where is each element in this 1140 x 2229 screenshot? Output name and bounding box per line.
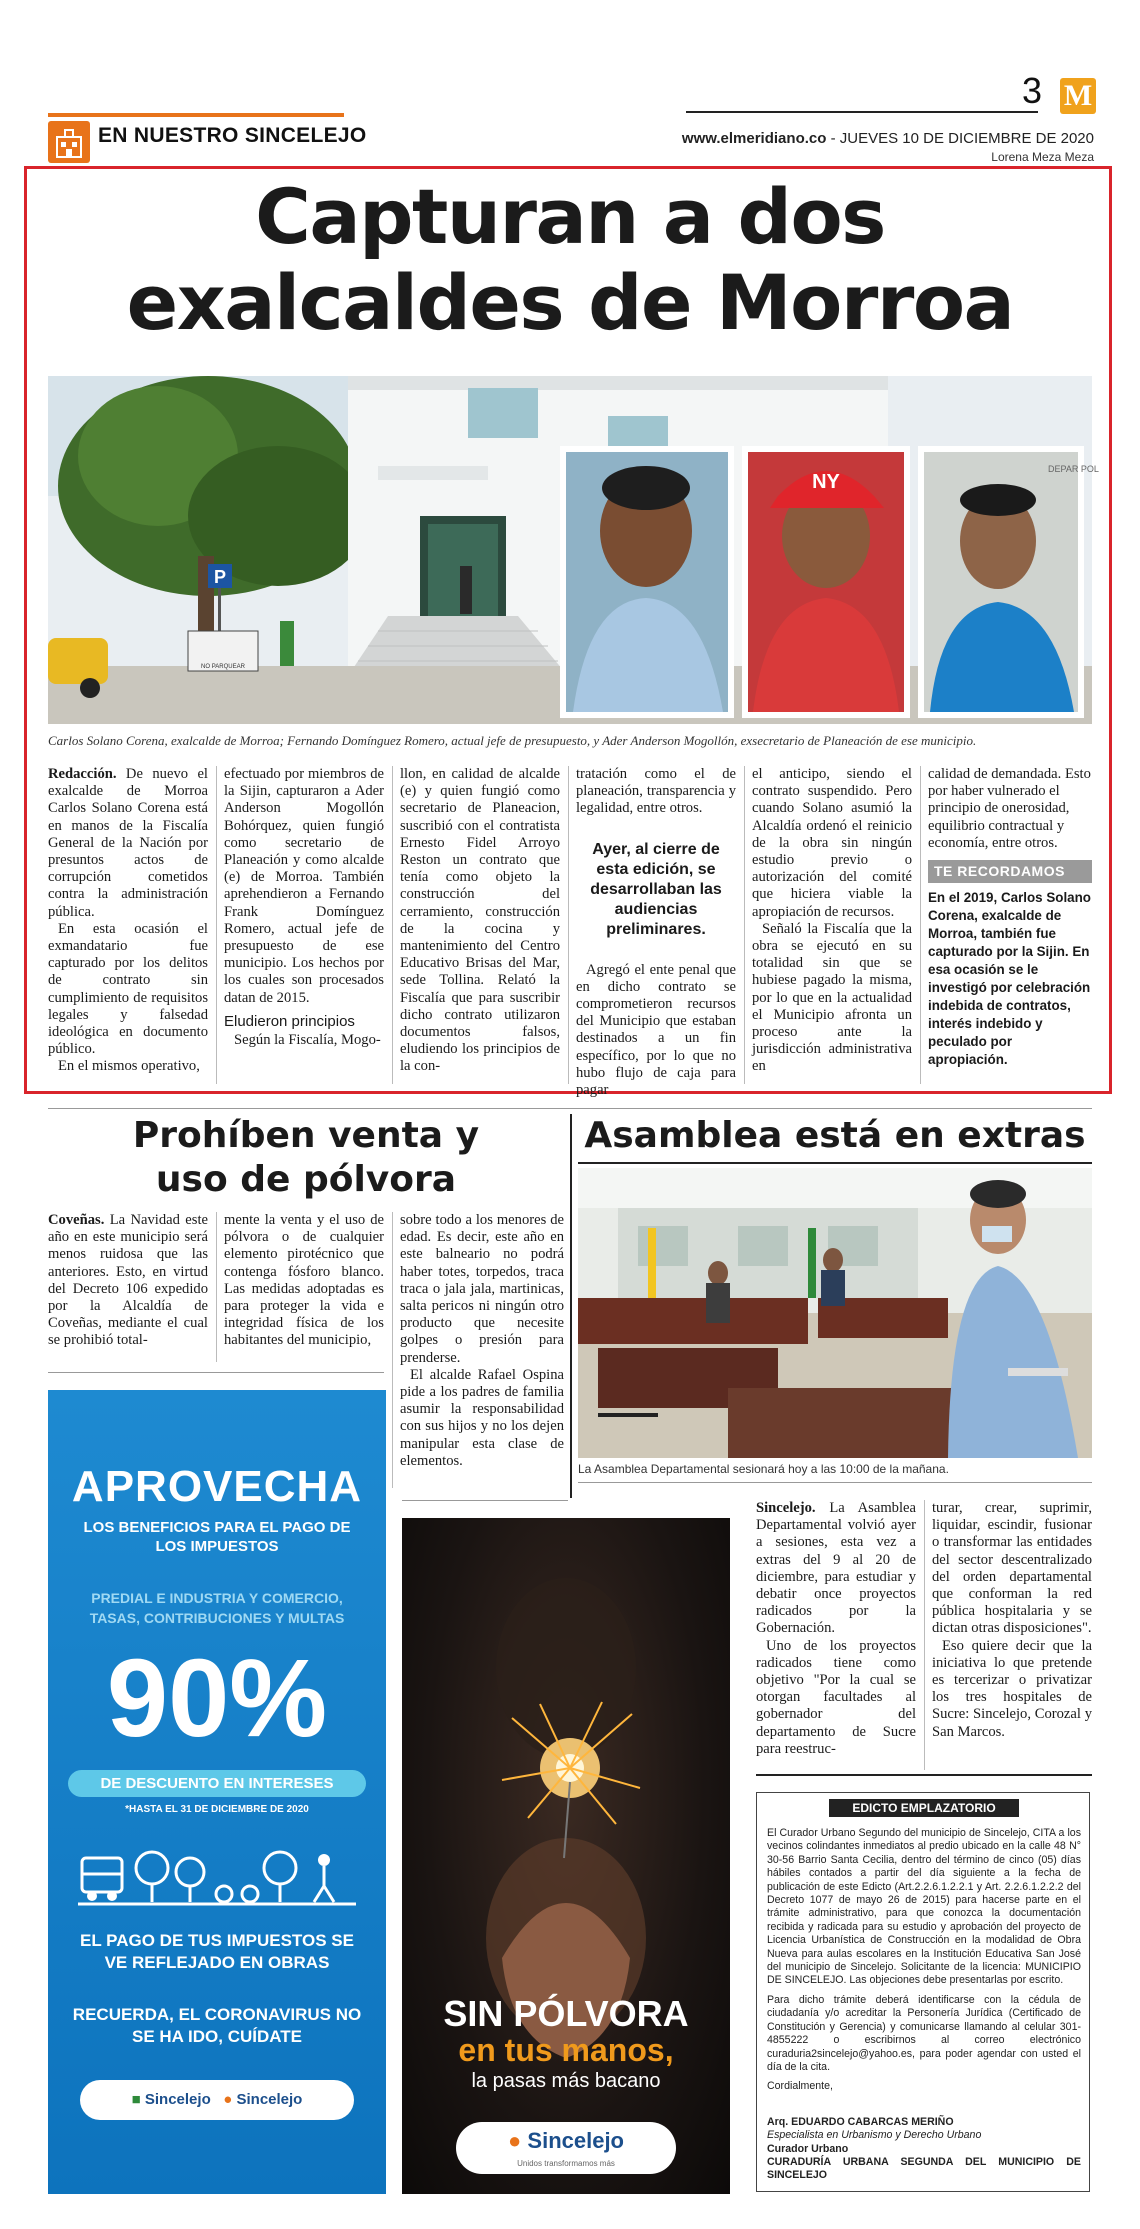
- edicto-sign-role-2: Curador Urbano: [767, 2142, 849, 2155]
- polvora-col-3: [400, 1212, 564, 1470]
- polvora-col-3-para-2: El alcalde Rafael Ospina pide a los padres de familia asumir la responsabilidad con sus hijos y no los dejen manipular esta clase de elementos.: [400, 1366, 564, 1469]
- asamblea-rule: [578, 1162, 1092, 1164]
- ad-subtitle: LOS BENEFICIOS PARA EL PAGO DE LOS IMPUESTOS: [83, 1519, 351, 1555]
- column-rule: [570, 1114, 572, 1498]
- section-divider: [48, 1108, 1092, 1109]
- edicto-sign-name: Arq. EDUARDO CABARCAS MERIÑO: [767, 2115, 954, 2128]
- edicto-top-rule: [756, 1774, 1092, 1776]
- svg-text:NY: NY: [812, 471, 840, 493]
- dateline: [668, 130, 1094, 147]
- column-rule: [920, 766, 921, 1084]
- main-col-5: [752, 766, 912, 1076]
- ad-logo-2: Sincelejo: [236, 2091, 303, 2108]
- main-col-6-para-1: calidad de demandada. Esto por haber vulnerado el principio de onerosidad, equilibrio contractual y economía, entre otros.: [928, 766, 1091, 851]
- main-photo-caption: Carlos Solano Corena, exalcalde de Morroa; Fernando Domínguez Romero, actual jefe de presupuesto, y Ader Anderson Mogollón, exsecretario de Planeación de ese municipio.: [48, 733, 977, 748]
- edicto-box: [756, 1792, 1090, 2192]
- main-photo: [48, 376, 1099, 724]
- pull-quote: Ayer, al cierre de esta edición, se desarrollaban las audiencias preliminares.: [590, 840, 722, 938]
- main-col-2: [224, 766, 384, 1049]
- ad-reminder: RECUERDA, EL CORONAVIRUS NO SE HA IDO, CUÍDATE: [72, 2005, 362, 2046]
- polvora-divider: [48, 1372, 384, 1373]
- main-col-4-para-1: tratación como el de planeación, transparencia y legalidad, entre otros.: [576, 766, 736, 817]
- main-col-6: [928, 766, 1092, 1069]
- main-col-5-para-1: el anticipo, siendo el contrato suspendido. Pero cuando Solano asumió la Alcaldía ordenó el reinicio de la obra sin ningún estudio previo o autorización del comité que hiciera viable la apropiación de recursos.: [752, 766, 912, 920]
- website-link[interactable]: www.elmeridiano.co: [681, 130, 827, 147]
- te-recordamos-text: En el 2019, Carlos Solano Corena, exalcalde de Morroa, también fue capturado por la Sijin. En esa ocasión se le investigó por celebración indebida de contratos, interés indebido y peculado por apropiación.: [928, 890, 1091, 1068]
- polvora-headline: [48, 1114, 564, 1202]
- polvora-headline-line2: uso de pólvora: [155, 1159, 457, 1200]
- column-rule: [216, 766, 217, 1084]
- ad-deadline: *HASTA EL 31 DE DICIEMBRE DE 2020: [125, 1804, 309, 1815]
- main-col-4: [576, 766, 736, 1099]
- polvora-lead: Coveñas.: [48, 1212, 105, 1228]
- column-rule: [568, 766, 569, 1084]
- ad-polvora-logo-name: Sincelejo: [527, 2128, 624, 2153]
- tax-discount-ad[interactable]: [48, 1390, 386, 2194]
- asamblea-col-1: [756, 1500, 916, 1758]
- polvora-col-1: [48, 1212, 208, 1350]
- te-recordamos-label: TE RECORDAMOS: [928, 860, 1092, 883]
- edicto-body: [767, 1827, 1081, 2183]
- city-works-icon: [78, 1838, 356, 1908]
- ad-percent: 90%: [106, 1637, 328, 1760]
- main-headline-line2: exalcaldes de Morroa: [126, 258, 1014, 347]
- polvora-col-2: [224, 1212, 384, 1350]
- ad-title: APROVECHA: [71, 1462, 363, 1511]
- ad-polvora-line1: SIN PÓLVORA: [443, 1993, 689, 2034]
- main-col-1-para-2: En esta ocasión el exmandatario fue capturado por los delitos de contrato sin cumplimiento de requisitos legales y falsedad ideológica en documento público.: [48, 920, 208, 1058]
- edicto-sign-office: CURADURÍA URBANA SEGUNDA DEL MUNICIPIO DE SINCELEJO: [767, 2155, 1081, 2182]
- wall-sign: DEPAR POL: [1048, 464, 1099, 474]
- asamblea-photo: [578, 1168, 1092, 1458]
- asamblea-col-1-para-2: Uno de los proyectos radicados tiene como objetivo "Por la cual se otorgan facultades al gobernador del departamento de Sucre para reestruc-: [756, 1637, 916, 1757]
- section-label: EN NUESTRO SINCELEJO: [98, 124, 367, 147]
- ad-logo-1: Sincelejo: [144, 2091, 211, 2108]
- edicto-title: EDICTO EMPLAZATORIO: [829, 1799, 1019, 1817]
- asamblea-divider: [578, 1482, 1092, 1483]
- asamblea-photo-caption: La Asamblea Departamental sesionará hoy a las 10:00 de la mañana.: [578, 1462, 949, 1476]
- column-rule: [392, 766, 393, 1084]
- issue-date: - JUEVES 10 DE DICIEMBRE DE 2020: [826, 130, 1094, 147]
- city-building-icon: [48, 121, 90, 163]
- main-col-2-para-1: efectuado por miembros de la Sijin, capturaron a Ader Anderson Mogollón Bohórquez, quien fungió como secretario de Planeación y como alcalde (e) de Morroa. También aprehendieron a Fernando Frank Domínguez Romero, actual jefe de presupuesto de ese municipio. Los hechos por los cuales son procesados datan de 2015.: [224, 766, 384, 1006]
- asamblea-col-2-para-1: turar, crear, suprimir, liquidar, escindir, fusionar o transformar las entidades del sector descentralizado del orden departamental que conforman la red pública hospitalaria y se dictan otras disposiciones".: [932, 1500, 1092, 1637]
- polvora-headline-line1: Prohíben venta y: [132, 1115, 480, 1156]
- ad-taxes: PREDIAL E INDUSTRIA Y COMERCIO, TASAS, CONTRIBUCIONES Y MULTAS: [89, 1590, 345, 1626]
- asamblea-col-2-para-2: Eso quiere decir que la iniciativa lo que pretende es tercerizar o privatizar los tres hospitales de Sucre: Sincelejo, Corozal y San Marcos.: [932, 1637, 1092, 1740]
- asamblea-col-2: [932, 1500, 1092, 1741]
- author-credit: Lorena Meza Meza: [991, 150, 1094, 164]
- main-col-2-para-2: Según la Fiscalía, Mogo-: [234, 1032, 381, 1049]
- main-subhead: Eludieron principios: [224, 1012, 355, 1030]
- asamblea-lead: Sincelejo.: [756, 1500, 816, 1516]
- edicto-sign-role-1: Especialista en Urbanismo y Derecho Urbano: [767, 2129, 982, 2142]
- no-parking-banner: NO PARQUEAR: [201, 664, 245, 670]
- main-col-1: [48, 766, 208, 1076]
- column-rule: [924, 1500, 925, 1770]
- ad-polvora-line2: en tus manos,: [458, 2032, 674, 2068]
- no-fireworks-ad[interactable]: [402, 1518, 730, 2194]
- ad-slogan: EL PAGO DE TUS IMPUESTOS SE VE REFLEJADO EN OBRAS: [80, 1931, 354, 1972]
- ad-polvora-logo-tag: Unidos transformamos más: [517, 2159, 615, 2168]
- edicto-para-1: El Curador Urbano Segundo del municipio de Sincelejo, CITA a los vecinos colindantes inmediatos al predio ubicado en la calle 48 N° 30-56 Barrio Santa Cecilia, dentro del término de cinco (05) días hábiles contados a partir del día siguiente a la fecha de publicación de este Edicto (Art.2.2.6.1.2.2.1 y Art. 2.2.6.1.2.2.2 del Decreto 1077 de mayo 26 de 2015) para hacerse parte en el trámite administrativo, para que conozca la documentación recibida y radicada para su estudio y aprobación del proyecto de Licencia Urbanística de Construcción en la modalidad de Obra Nueva para aulas escolares en la Institución Educativa San José del municipio de Sincelejo. Solicitante de la licencia: MUNICIPIO DE SINCELEJO. Las objeciones debe presentarlas por escrito.: [767, 1827, 1081, 1987]
- polvora-col-3-para-1: sobre todo a los menores de edad. Es decir, este año en este balneario no podrá haber totes, torpedos, traca traca o jala jala, martinicas, salta pericos ni ningún otro producto que necesite golpes o presión para prenderse.: [400, 1212, 564, 1366]
- asamblea-col-1-para-1: Sincelejo. La Asamblea Departamental volvió ayer a sesiones, esta vez a extras del 9 al 20 de diciembre, para estudiar y debatir once proyectos radicados por la Gobernación.: [756, 1500, 916, 1637]
- edicto-para-2: Para dicho trámite deberá identificarse con la cédula de ciudadanía y/o acreditar la Personería Jurídica (Certificado de Constitución y Gerencia) y comunicarse llamando al celular 301-4855222 o escribirnos al correo electrónico curaduria2sincelejo@yahoo.es, para poder agendar con usted el día de la cita.: [767, 1993, 1081, 2073]
- header-rule: [686, 111, 1038, 113]
- main-photo-illustration: [48, 376, 1099, 724]
- ad-discount: DE DESCUENTO EN INTERESES: [68, 1770, 366, 1797]
- main-col-3: [400, 766, 560, 1076]
- polvora-col-2-para: mente la venta y el uso de pólvora o de cualquier elemento pirotécnico que contenga fósforo blanco. Las medidas adoptadas es para proteger la vida e integridad física de los habitantes del municipio,: [224, 1212, 384, 1349]
- edicto-signature: [767, 2116, 1081, 2183]
- ad-polvora-logo: ● Sincelejo Unidos transformamos más: [456, 2122, 676, 2174]
- main-col-1-para-3: En el mismos operativo,: [58, 1058, 200, 1075]
- main-col-4-para-2: Agregó el ente penal que en dicho contrato se comprometieron recursos del Municipio que estaban destinados a un fin específico, por lo que no hubo flujo de caja para pagar: [576, 961, 736, 1099]
- asamblea-photo-illustration: [578, 1168, 1092, 1458]
- newspaper-logo: M: [1060, 78, 1096, 114]
- main-headline-line1: Capturan a dos: [255, 172, 885, 261]
- page-number: 3: [1022, 70, 1043, 111]
- parking-sign: P: [213, 567, 227, 587]
- section-rule: [48, 113, 344, 117]
- column-rule: [744, 766, 745, 1084]
- main-col-3-para-1: llon, en calidad de alcalde (e) y quien fungió como secretario de Planeacion, suscribió con el contratista Ernesto Fidel Arroyo Reston un contrato que tenía como objeto la construcción del cerramiento, construcción de la cocina y mantenimiento del Centro Educativo Brisas del Mar, sede Tollina. Relató la Fiscalía que para suscribir dicho contrato utilizaron documentos falsos, eludiendo los principios de la con-: [400, 766, 560, 1075]
- column-rule: [216, 1212, 217, 1362]
- main-headline: [40, 174, 1100, 346]
- main-col-5-para-2: Señaló la Fiscalía que la obra se ejecutó en su totalidad sin que se hubiese pagado la misma, por lo que en la actualidad el Municipio afronta un proceso ante la jurisdicción administrativa en: [752, 920, 912, 1075]
- edicto-closing: Cordialmente,: [767, 2080, 833, 2093]
- ad-logos: ■ Sincelejo ● Sincelejo: [80, 2080, 354, 2120]
- main-lead: Redacción.: [48, 766, 117, 782]
- asamblea-headline: Asamblea está en extras: [584, 1115, 1086, 1156]
- column-rule: [392, 1212, 393, 1488]
- main-col-1-para-1: Redacción. De nuevo el exalcalde de Morroa Carlos Solano Corena está en manos de la Fiscalía General de la Nación por presuntos actos de corrupción cometidos contra la administración pública.: [48, 766, 208, 920]
- polvora-col-1-para: Coveñas. La Navidad este año en este municipio será menos ruidosa que las anteriores. Esto, en virtud del Decreto 106 expedido por la Alcaldía de Coveñas, mediante el cual se prohibió total-: [48, 1212, 208, 1349]
- ad-polvora-line3: la pasas más bacano: [471, 2070, 661, 2092]
- polvora-divider: [402, 1500, 568, 1501]
